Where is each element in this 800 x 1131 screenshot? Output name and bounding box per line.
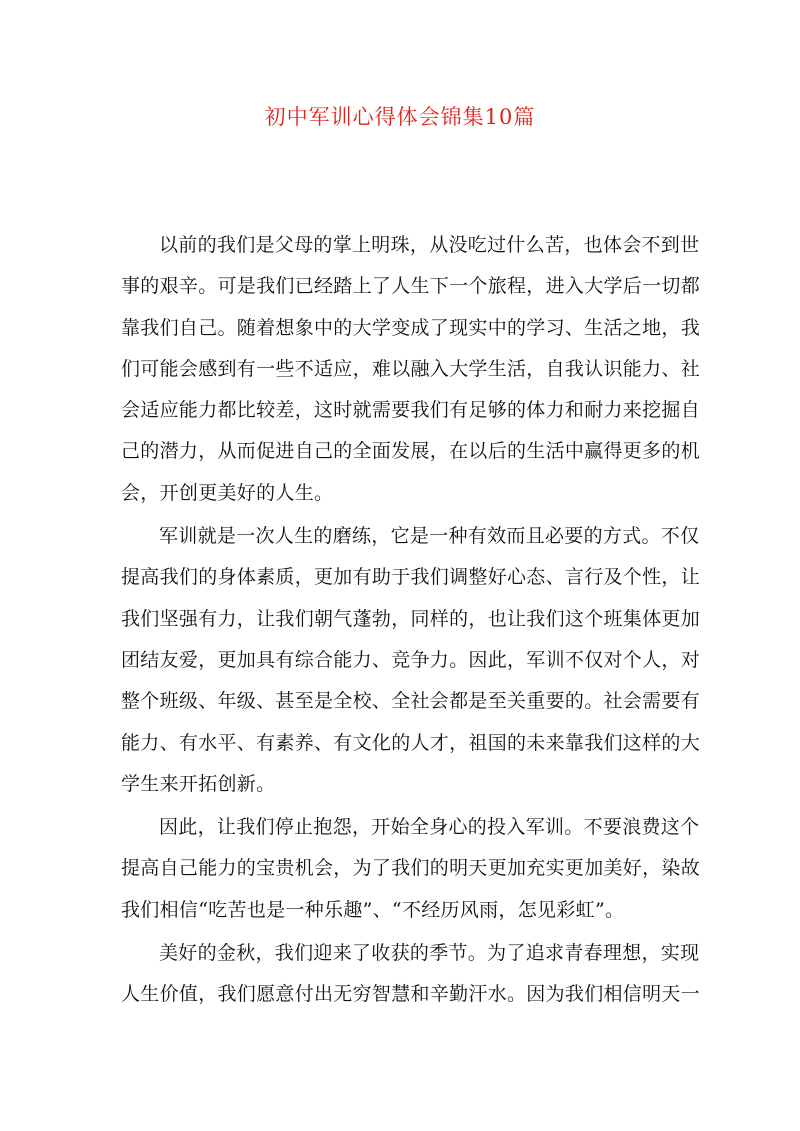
paragraph-line: 人生价值，我们愿意付出无穷智慧和辛勤汗水。因为我们相信明天一: [121, 983, 701, 1006]
paragraph-line: 们可能会感到有一些不适应，难以融入大学生活，自我认识能力、社: [121, 357, 701, 380]
paragraph-line: 团结友爱，更加具有综合能力、竞争力。因此，军训不仅对个人，对: [121, 648, 701, 671]
paragraph-line: 会，开创更美好的人生。: [121, 481, 334, 504]
paragraph-line: 能力、有水平、有素养、有文化的人才，祖国的未来靠我们这样的大: [121, 731, 701, 754]
paragraph-line: 我们相信“吃苦也是一种乐趣”、“不经历风雨，怎见彩虹”。: [121, 898, 625, 921]
paragraph-1: [121, 225, 701, 514]
document-title: 初中军训心得体会锦集10篇: [264, 105, 536, 129]
document-body: [121, 225, 701, 1016]
paragraph-line: 学生来开拓创新。: [121, 772, 276, 795]
paragraph-line: 我们坚强有力，让我们朝气蓬勃，同样的，也让我们这个班集体更加: [121, 607, 701, 630]
paragraph-line: 己的潜力，从而促进自己的全面发展，在以后的生活中赢得更多的机: [121, 440, 701, 463]
paragraph-line: 提高自己能力的宝贵机会，为了我们的明天更加充实更加美好，染故: [121, 857, 701, 880]
paragraph-line: 整个班级、年级、甚至是全校、全社会都是至关重要的。社会需要有: [121, 690, 701, 713]
paragraph-line: 以前的我们是父母的掌上明珠，从没吃过什么苦，也体会不到世: [159, 234, 700, 256]
paragraph-line: 因此，让我们停止抱怨，开始全身心的投入军训。不要浪费这个: [159, 816, 700, 839]
paragraph-2: [121, 516, 701, 805]
paragraph-line: 提高我们的身体素质，更加有助于我们调整好心态、言行及个性，让: [121, 566, 701, 589]
paragraph-line: 靠我们自己。随着想象中的大学变成了现实中的学习、生活之地，我: [121, 316, 701, 339]
paragraph-line: 美好的金秋，我们迎来了收获的季节。为了追求青春理想，实现: [159, 942, 700, 965]
paragraph-line: 军训就是一次人生的磨练，它是一种有效而且必要的方式。不仅: [159, 525, 700, 548]
paragraph-line: 会适应能力都比较差，这时就需要我们有足够的体力和耐力来挖掘自: [121, 399, 701, 422]
paragraph-3: [121, 807, 701, 931]
paragraph-line: 事的艰辛。可是我们已经踏上了人生下一个旅程，进入大学后一切都: [121, 275, 701, 298]
paragraph-4: [121, 933, 701, 1016]
